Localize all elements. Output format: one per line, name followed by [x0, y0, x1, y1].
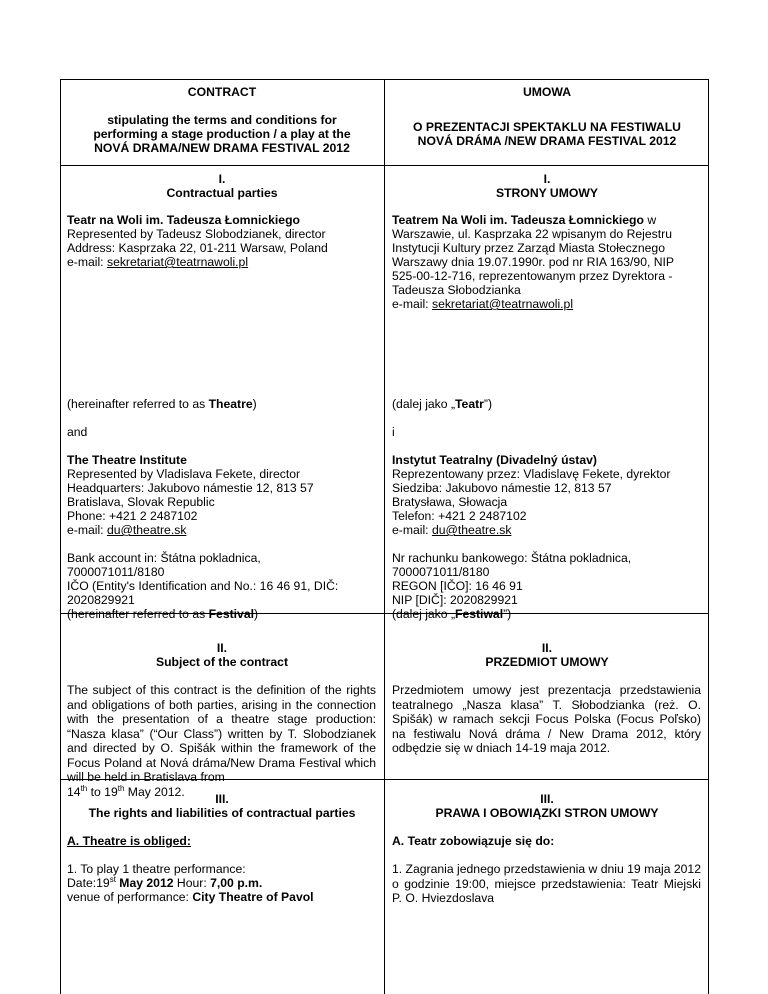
- item-1-date-row-en: [67, 876, 262, 891]
- theatre-name-en: Teatr na Woli im. Tadeusza Łomnickiego: [67, 213, 300, 227]
- email-label: e-mail:: [392, 297, 432, 311]
- bank-number-pl: 7000071011/8180: [392, 565, 490, 579]
- contract-title: CONTRACT: [187, 85, 257, 99]
- subject-date-start: 14: [67, 784, 81, 799]
- item-1-date-sup: st: [109, 874, 116, 884]
- institute-city-pl: Bratysława, Słowacja: [392, 495, 508, 509]
- umowa-title: UMOWA: [522, 85, 572, 99]
- bank-nip-pl: NIP [DIČ]: 2020829921: [392, 593, 518, 607]
- institute-email-row-pl: [392, 523, 511, 538]
- bank-account-pl: Nr rachunku bankowego: Štátna pokladnica,: [392, 551, 632, 565]
- section-1-number-pl: I.: [543, 172, 551, 186]
- section-2-title-en: Subject of the contract: [155, 655, 289, 669]
- theatre-pl-line-3: Instytucji Kultury przez Zarząd Miasta Stołecznego: [392, 241, 665, 255]
- table-left-border: [60, 79, 61, 994]
- bank-regon-pl: REGON [IČO]: 16 46 91: [392, 579, 523, 593]
- institute-phone-pl: Telefon: +421 2 2487102: [392, 509, 527, 523]
- section-2-number-pl: II.: [541, 641, 553, 655]
- table-column-divider: [384, 79, 385, 994]
- row-divider-header: [60, 165, 709, 166]
- contract-subtitle-line-1: stipulating the terms and conditions for: [107, 113, 337, 127]
- institute-name-en: The Theatre Institute: [67, 453, 187, 467]
- institute-name-pl: Instytut Teatralny (Divadelný ústav): [392, 453, 597, 467]
- institute-headquarters-en: Headquarters: Jakubovo námestie 12, 813 57: [67, 481, 314, 495]
- theatre-pl-line-5: 525-00-12-716, reprezentowanym przez Dyrektora -: [392, 269, 673, 283]
- subsection-a-pl: A. Teatr zobowiązuje się do:: [392, 834, 555, 848]
- section-1-title-pl: STRONY UMOWY: [495, 186, 599, 200]
- theatre-email-row-en: [67, 255, 248, 270]
- umowa-subtitle-line-2: NOVÁ DRÁMA /NEW DRAMA FESTIVAL 2012: [417, 134, 677, 148]
- theatre-representative-en: Represented by Tadeusz Slobodzianek, director: [67, 227, 326, 241]
- hereinafter-prefix: (hereinafter referred to as: [67, 607, 209, 621]
- institute-city-en: Bratislava, Slovak Republic: [67, 495, 215, 509]
- conjunction-pl: i: [392, 425, 395, 439]
- dalej-teatr-term: Teatr: [455, 397, 484, 411]
- theatre-pl-line-6: Tadeusza Słobodzianka: [392, 283, 521, 297]
- subject-paragraph-pl: Przedmiotem umowy jest prezentacja przedstawienia teatralnego „Nasza klasa” T. Słobodzianka (reż. O. Spišák) w ramach sekcji Focus Polska (Focus Poľsko) na festiwalu Nová dráma / New Drama 2012, który odbędzie się w dniach 14-19 maja 2012.: [392, 683, 701, 755]
- theatre-pl-line-2: Warszawie, ul. Kasprzaka 22 wpisanym do Rejestru: [392, 227, 672, 241]
- theatre-name-suffix-pl: w: [643, 213, 657, 227]
- bank-ico-en: IČO (Entity's Identification and No.: 16 46 91, DIČ:: [67, 579, 339, 593]
- institute-phone-en: Phone: +421 2 2487102: [67, 509, 198, 523]
- hereinafter-theatre-en: [67, 397, 257, 412]
- subject-date-start-sup: th: [80, 783, 88, 793]
- theatre-name-pl: Teatrem Na Woli im. Tadeusza Łomnickiego: [392, 213, 644, 227]
- subject-date-mid: to 19: [87, 784, 118, 799]
- theatre-email-link-en[interactable]: sekretariat@teatrnawoli.pl: [106, 255, 249, 269]
- bank-number-en: 7000071011/8180: [67, 565, 165, 579]
- email-label: e-mail:: [392, 523, 432, 537]
- theatre-name-row-pl: [392, 213, 699, 228]
- contract-subtitle-line-3: NOVÁ DRAMA/NEW DRAMA FESTIVAL 2012: [94, 141, 350, 155]
- item-1-hour-value: 7,00 p.m.: [210, 876, 263, 890]
- item-1-date-prefix: Date:19: [67, 876, 110, 890]
- institute-email-row-en: [67, 523, 186, 538]
- conjunction-en: and: [67, 425, 88, 439]
- bank-account-en: Bank account in: Štátna pokladnica,: [67, 551, 261, 565]
- hereinafter-prefix: (hereinafter referred to as: [67, 397, 209, 411]
- theatre-email-row-pl: [392, 297, 573, 312]
- email-label: e-mail:: [67, 523, 107, 537]
- item-1-venue-label: venue of performance:: [67, 890, 193, 904]
- dalej-suffix: ”): [483, 397, 493, 411]
- section-3-title-pl: PRAWA I OBOWIĄZKI STRON UMOWY: [435, 806, 659, 820]
- dalej-suffix: ”): [503, 607, 512, 621]
- subject-date-end: May 2012.: [124, 784, 185, 799]
- institute-representative-en: Represented by Vladislava Fekete, director: [67, 467, 301, 481]
- dalej-prefix: (dalej jako „: [392, 397, 455, 411]
- item-1-line-1-en: 1. To play 1 theatre performance:: [67, 862, 246, 876]
- section-1-number-en: I.: [218, 172, 226, 186]
- dalej-prefix: (dalej jako „: [392, 607, 455, 621]
- contract-subtitle-line-2: performing a stage production / a play at the: [93, 127, 351, 141]
- hereinafter-suffix: ): [252, 397, 257, 411]
- theatre-pl-line-4: Warszawy dnia 19.07.1990r. pod nr RIA 163/90, NIP: [392, 255, 675, 269]
- institute-email-link-en[interactable]: du@theatre.sk: [106, 523, 187, 537]
- institute-email-link-pl[interactable]: du@theatre.sk: [431, 523, 512, 537]
- subject-text-en: The subject of this contract is the definition of the rights and obligations of both parties, arising in the connection with the presentation of a theatre stage production: “Nasza klasa” (“Our Class”) written by T. Slobodzianek and directed by O. Spišák within the framework of the Focus Poland at Nová dráma/New Drama Festival which will be held in Bratislava from: [67, 683, 376, 784]
- subject-paragraph-en: [67, 683, 376, 799]
- section-3-title-en: The rights and liabilities of contractual parties: [88, 806, 356, 820]
- item-1-venue-value: City Theatre of Pavol: [192, 890, 314, 904]
- hereinafter-festival-en: [67, 607, 258, 622]
- section-2-number-en: II.: [216, 641, 228, 655]
- section-3-number-en: III.: [215, 792, 229, 806]
- institute-representative-pl: Reprezentowany przez: Vladislavę Fekete, dyrektor: [392, 467, 671, 481]
- bank-dic-en: 2020829921: [67, 593, 135, 607]
- item-1-paragraph-pl: 1. Zagrania jednego przedstawienia w dniu 19 maja 2012 o godzinie 19:00, miejsce przedstawienia: Teatr Miejski P. O. Hviezdoslava: [392, 862, 701, 905]
- theatre-address-en: Address: Kasprzaka 22, 01-211 Warsaw, Poland: [67, 241, 328, 255]
- dalej-festiwal-pl: [392, 607, 511, 622]
- umowa-subtitle-line-1: O PREZENTACJI SPEKTAKLU NA FESTIWALU: [413, 120, 681, 134]
- email-label: e-mail:: [67, 255, 107, 269]
- item-1-date-month: May 2012: [115, 876, 174, 890]
- subsection-a-en: A. Theatre is obliged:: [67, 834, 191, 848]
- dalej-festiwal-term: Festiwal: [455, 607, 504, 621]
- section-1-title-en: Contractual parties: [166, 186, 278, 200]
- subject-date-end-sup: th: [117, 783, 125, 793]
- hereinafter-suffix: ): [253, 607, 259, 621]
- hereinafter-theatre-term: Theatre: [208, 397, 253, 411]
- table-right-border: [708, 79, 709, 994]
- item-1-hour-label: Hour:: [173, 876, 211, 890]
- section-2-title-pl: PRZEDMIOT UMOWY: [485, 655, 609, 669]
- theatre-email-link-pl[interactable]: sekretariat@teatrnawoli.pl: [431, 297, 574, 311]
- hereinafter-festival-term: Festival: [208, 607, 254, 621]
- hereinafter-theatre-pl: [392, 397, 492, 412]
- section-3-number-pl: III.: [540, 792, 554, 806]
- institute-headquarters-pl: Siedziba: Jakubovo námestie 12, 813 57: [392, 481, 612, 495]
- item-1-venue-row-en: [67, 890, 314, 905]
